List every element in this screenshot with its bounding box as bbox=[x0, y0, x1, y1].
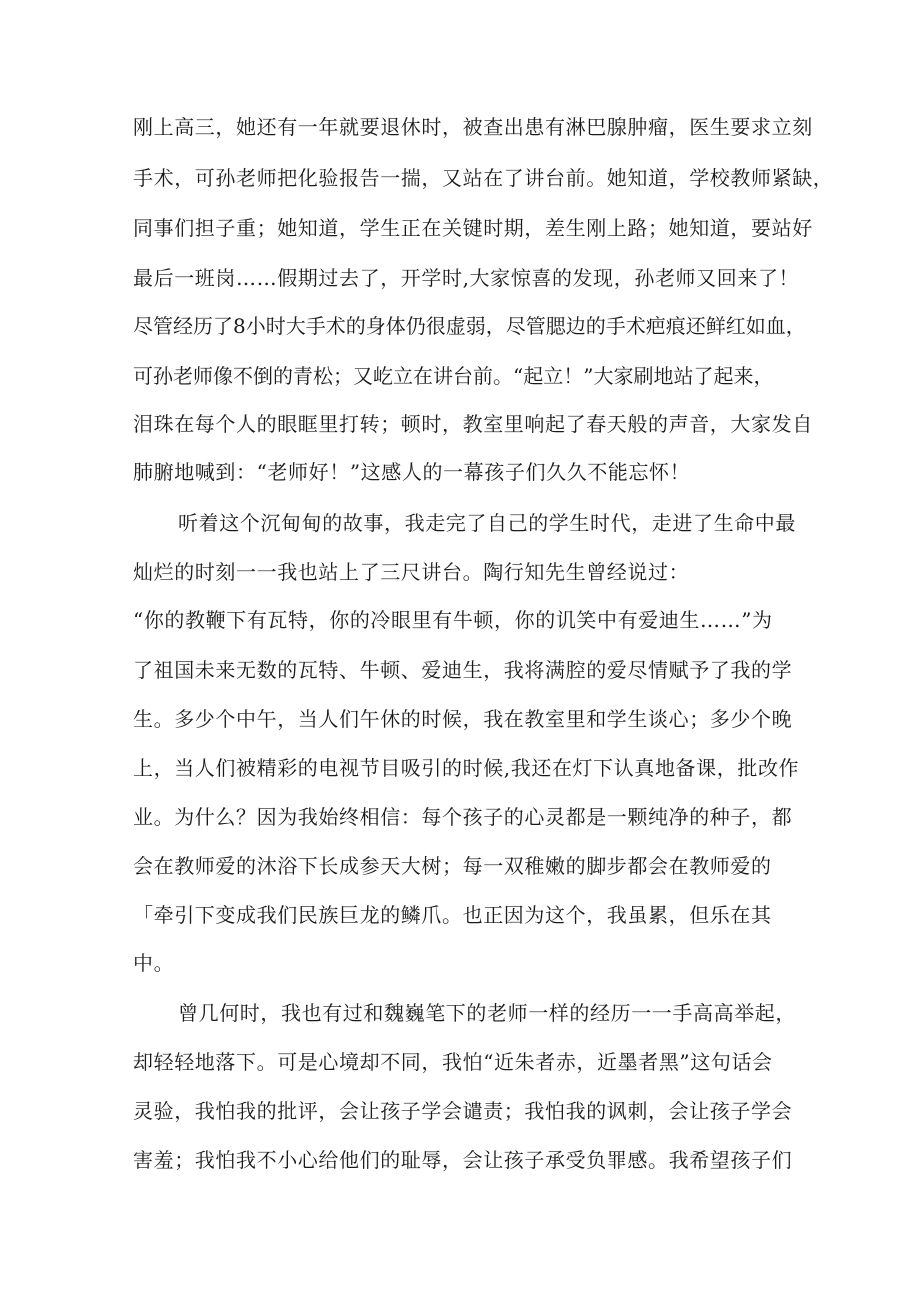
text-line: 刚上高三，她还有一年就要退休时，被查出患有淋巴腺肿瘤，医生要求立刻 bbox=[133, 115, 813, 139]
paragraph-first-line: 听着这个沉甸甸的故事，我走完了自己的学生时代，走进了生命中最 bbox=[178, 511, 796, 535]
text-line: 泪珠在每个人的眼眶里打转；顿时，教室里响起了春天般的声音，大家发自 bbox=[133, 412, 813, 436]
text-line: 可孙老师像不倒的青松；又屹立在讲台前。“起立！”大家刷地站了起来， bbox=[133, 364, 774, 388]
text-line: 中。 bbox=[133, 951, 175, 975]
text-line: 最后一班岗……假期过去了，开学时,大家惊喜的发现，孙老师又回来了！ bbox=[133, 266, 800, 290]
paragraph-first-line: 曾几何时，我也有过和魏巍笔下的老师一样的经历一一手高高举起， bbox=[178, 1001, 796, 1025]
text-line: 灿烂的时刻一一我也站上了三尺讲台。陶行知先生曾经说过： bbox=[133, 560, 690, 584]
text-line: 手术，可孙老师把化验报告一揣，又站在了讲台前。她知道，学校教师紧缺， bbox=[133, 166, 834, 190]
text-line: 生。多少个中午，当人们午休的时候，我在教室里和学生谈心；多少个晚 bbox=[133, 707, 793, 731]
text-line: “你的教鞭下有瓦特，你的冷眼里有牛顿，你的讥笑中有爱迪生……”为 bbox=[133, 608, 773, 632]
text-line: 业。为什么？因为我始终相信：每个孩子的心灵都是一颗纯净的种子，都 bbox=[133, 805, 793, 829]
text-line: 尽管经历了8小时大手术的身体仍很虚弱，尽管腮边的手术疤痕还鲜红如血， bbox=[133, 314, 806, 338]
text-line: 同事们担子重；她知道，学生正在关键时期，差生刚上路；她知道，要站好 bbox=[133, 216, 813, 240]
text-line: 「牵引下变成我们民族巨龙的鳞爪。也正因为这个，我虽累，但乐在其 bbox=[133, 903, 772, 927]
text-line: 肺腑地喊到：“老师好！”这感人的一幕孩子们久久不能忘怀！ bbox=[133, 460, 691, 484]
text-line: 了祖国未来无数的瓦特、牛顿、爱迪生，我将满腔的爱尽情赋予了我的学 bbox=[133, 658, 793, 682]
text-line: 灵验，我怕我的批评，会让孩子学会谴责；我怕我的讽刺，会让孩子学会 bbox=[133, 1099, 793, 1123]
text-line: 上，当人们被精彩的电视节目吸引的时候,我还在灯下认真地备课，批改作 bbox=[133, 756, 800, 780]
text-line: 却轻轻地落下。可是心境却不同，我怕“近朱者赤，近墨者黑”这句话会 bbox=[133, 1050, 773, 1074]
text-line: 会在教师爱的沐浴下长成参天大树；每一双稚嫩的脚步都会在教师爱的 bbox=[133, 854, 772, 878]
text-line: 害羞；我怕我不小心给他们的耻辱，会让孩子承受负罪感。我希望孩子们 bbox=[133, 1148, 793, 1172]
